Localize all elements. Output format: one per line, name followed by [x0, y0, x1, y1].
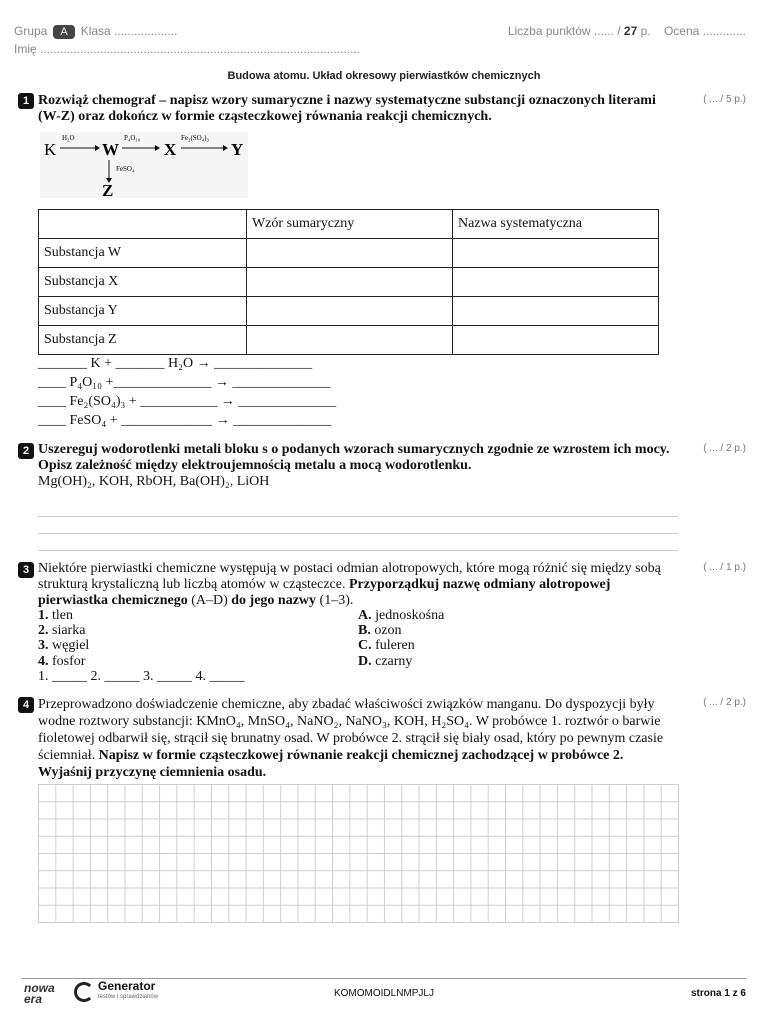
table-header-row	[39, 210, 659, 239]
table-header-cell: Wzór sumaryczny	[247, 210, 453, 239]
group-class-line	[14, 24, 177, 42]
table-row-label: Substancja Y	[39, 297, 247, 326]
answer-line[interactable]	[38, 533, 678, 534]
question-number-4: 4	[18, 697, 34, 713]
element-item: 3. węgiel	[38, 638, 90, 653]
answer-line[interactable]	[38, 550, 678, 551]
table-header-cell	[39, 210, 247, 239]
question-points-1: ( ... / 5 p.)	[703, 94, 746, 105]
allotrope-item: A. jednoskośna	[358, 608, 445, 623]
worksheet-code: KOMOMOIDLNMPJLJ	[333, 988, 434, 999]
nowa-era-logo: nowa era	[24, 981, 55, 1006]
question-number-3: 3	[18, 562, 34, 578]
scheme-x: X	[164, 140, 177, 159]
table-row-label: Substancja W	[39, 239, 247, 268]
scheme-reagent-p4o10: P₄O₁₀	[124, 134, 141, 142]
worksheet-header	[14, 24, 746, 56]
scheme-z: Z	[102, 181, 114, 198]
allotrope-item: B. ozon	[358, 623, 402, 638]
name-answer-cell[interactable]	[453, 239, 659, 268]
formula-answer-cell[interactable]	[247, 268, 453, 297]
question-text-2: Uszereguj wodorotlenki metali bloku s o podanych wzorach sumarycznych zgodnie ze wzrostem ich mocy. Opisz zależność między elektroujemnością metalu a mocą wodorotlenku.	[38, 442, 670, 473]
scheme-w: W	[102, 140, 119, 159]
answer-grid[interactable]	[38, 784, 679, 923]
chemograph-scheme	[40, 132, 248, 198]
matching-answer-line[interactable]: 1. _____ 2. _____ 3. _____ 4. _____	[38, 669, 245, 684]
question-text-3-instruction-2: do jego nazwy	[231, 593, 317, 608]
points-total: 27	[623, 24, 638, 38]
table-row-label: Substancja X	[39, 268, 247, 297]
page-title: Budowa atomu. Układ okresowy pierwiastków chemicznych	[227, 70, 541, 82]
question-text-3-instruction: Przyporządkuj nazwę odmiany alotropowej pierwiastka chemicznego	[38, 577, 611, 608]
element-item: 2. siarka	[38, 623, 86, 638]
points-label: Liczba punktów ...... /	[507, 24, 621, 38]
table-row-label: Substancja Z	[39, 326, 247, 355]
question-points-2: ( ... / 2 p.)	[703, 443, 746, 454]
question-text-3-range-a: (A–D)	[191, 593, 228, 608]
page-number: strona 1 z 6	[690, 988, 746, 999]
formula-answer-cell[interactable]	[247, 239, 453, 268]
question-number-1: 1	[18, 93, 34, 109]
question-text-3-range-b: (1–3).	[319, 593, 354, 608]
table-row	[39, 297, 659, 326]
scheme-k: K	[44, 140, 57, 159]
generator-logo: Generator testów i sprawdzianów	[74, 981, 158, 1003]
element-item: 4. fosfor	[38, 654, 86, 669]
class-label: Klasa ...................	[80, 24, 178, 38]
question-text-3	[38, 561, 678, 609]
formula-answer-cell[interactable]	[247, 297, 453, 326]
equation-line-3[interactable]: ____ Fe₂(SO₄)₃ + ___________ → ______________	[38, 394, 337, 409]
hydroxide-formulas: Mg(OH)₂, KOH, RbOH, Ba(OH)₂, LiOH	[38, 474, 270, 489]
element-item: 1. tlen	[38, 608, 73, 623]
name-answer-cell[interactable]	[453, 268, 659, 297]
question-text-1: Rozwiąż chemograf – napisz wzory sumaryczne i nazwy systematyczne substancji oznaczonych literami (W-Z) oraz dokończ w formie cząsteczkowej równania reakcji chemicznych.	[38, 93, 656, 124]
scheme-reagent-fe2so43: Fe₂(SO₄)₃	[181, 134, 209, 142]
question-points-4: ( ... / 2 p.)	[703, 697, 746, 708]
table-row	[39, 326, 659, 355]
substances-table	[38, 209, 659, 355]
question-text-3-intro: Niektóre pierwiastki chemiczne występują w postaci odmian alotropowych, które mogą różnić się między sobą strukturą krystaliczną lub liczbą atomów w cząsteczce.	[38, 561, 661, 592]
question-text-4-intro: Przeprowadzono doświadczenie chemiczne, aby zbadać właściwości związków manganu. Do dyspozycji były wodne roztwory substancji: KMnO₄, MnSO₄, NaNO₂, NaNO₃, KOH, H₂SO₄. W probówce 1. roztwór o barwie fioletowej odbarwił się, strącił się brunatny osad. W probówce 2. strącił się biały osad, który po pewnym czasie ściemniał.	[38, 697, 664, 763]
scheme-y: Y	[231, 140, 244, 159]
formula-answer-cell[interactable]	[247, 326, 453, 355]
scheme-reagent-feso4: FeSO₄	[116, 165, 135, 173]
group-label: Grupa	[14, 24, 48, 38]
answer-line[interactable]	[38, 516, 678, 517]
name-answer-cell[interactable]	[453, 326, 659, 355]
points-unit: p.	[640, 24, 651, 38]
equation-line-4[interactable]: ____ FeSO₄ + _____________ → ______________	[38, 413, 332, 428]
equation-line-1[interactable]: _______ K + _______ H₂O → ______________	[38, 356, 313, 371]
allotrope-item: C. fuleren	[358, 638, 415, 653]
group-badge: A	[53, 25, 74, 39]
points-grade-line	[508, 24, 746, 42]
question-text-4-instruction: Napisz w formie cząsteczkowej równanie reakcji chemicznej zachodzącej w probówce 2. Wyjaśnij przyczynę ciemnienia osadu.	[38, 748, 624, 780]
page-footer	[22, 978, 746, 1009]
name-label: Imię ................................................................................................	[14, 42, 361, 56]
question-points-3: ( ... / 1 p.)	[703, 562, 746, 573]
table-row	[39, 239, 659, 268]
question-number-2: 2	[18, 443, 34, 459]
equation-line-2[interactable]: ____ P₄O₁₀ +______________ → ______________	[38, 375, 331, 390]
scheme-reagent-h2o: H₂O	[62, 134, 75, 142]
grade-label: Ocena .............	[663, 24, 746, 38]
name-answer-cell[interactable]	[453, 297, 659, 326]
allotrope-item: D. czarny	[358, 654, 413, 669]
table-header-cell: Nazwa systematyczna	[453, 210, 659, 239]
question-text-4	[38, 696, 678, 781]
table-row	[39, 268, 659, 297]
